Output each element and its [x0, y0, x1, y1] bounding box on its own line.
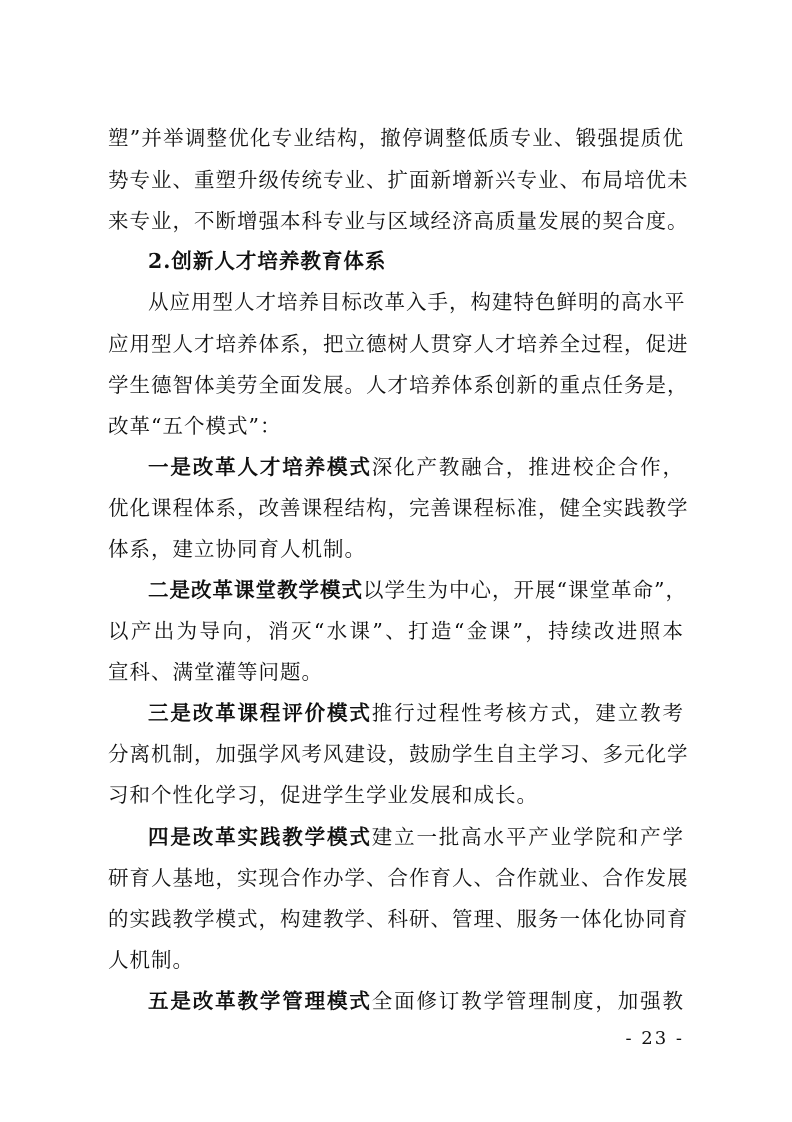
paragraph-line: 势专业、重塑升级传统专业、扩面新增新兴专业、布局培优未 [108, 168, 689, 192]
paragraph-text: 深化产教融合，推进校企合作， [371, 455, 685, 479]
paragraph-line: 体系，建立协同育人机制。 [108, 537, 366, 561]
paragraph-line [148, 989, 684, 1013]
paragraph-line: 塑”并举调整优化专业结构，撤停调整低质专业、锻强提质优 [108, 126, 684, 150]
paragraph-line: 改革“五个模式”： [108, 414, 282, 438]
paragraph-text: 全面修订教学管理制度，加强教 [371, 989, 685, 1013]
paragraph-line: 来专业，不断增强本科专业与区域经济高质量发展的契合度。 [108, 209, 689, 233]
section-heading: 2.创新人才培养教育体系 [148, 249, 387, 273]
paragraph-line: 分离机制，加强学风考风建设，鼓励学生自主学习、多元化学 [108, 742, 689, 766]
paragraph-line: 应用型人才培养体系，把立德树人贯穿人才培养全过程，促进 [108, 332, 689, 356]
paragraph-line: 优化课程体系，改善课程结构，完善课程标准，健全实践教学 [108, 496, 689, 520]
paragraph-lead: 一是改革人才培养模式 [148, 455, 372, 479]
paragraph-line: 从应用型人才培养目标改革入手，构建特色鲜明的高水平 [148, 290, 686, 314]
paragraph-text: 以学生为中心，开展“课堂革命”， [363, 578, 687, 602]
paragraph-text: 建立一批高水平产业学院和产学 [371, 825, 685, 849]
paragraph-lead: 二是改革课堂教学模式 [148, 578, 363, 602]
paragraph-line [148, 455, 684, 479]
paragraph-line: 的实践教学模式，构建教学、科研、管理、服务一体化协同育 [108, 907, 689, 931]
paragraph-line: 人机制。 [108, 948, 194, 972]
paragraph-line [148, 578, 687, 602]
paragraph-lead: 四是改革实践教学模式 [148, 825, 372, 849]
paragraph-line: 研育人基地，实现合作办学、合作育人、合作就业、合作发展 [108, 866, 689, 890]
paragraph-lead: 五是改革教学管理模式 [148, 989, 372, 1013]
paragraph-line [148, 701, 684, 725]
paragraph-line: 学生德智体美劳全面发展。人才培养体系创新的重点任务是， [108, 373, 689, 397]
paragraph-text: 推行过程性考核方式，建立教考 [371, 701, 685, 725]
paragraph-line: 以产出为导向，消灭“水课”、打造“金课”，持续改进照本 [108, 619, 684, 643]
paragraph-line [148, 825, 684, 849]
page-number: - 23 - [625, 1028, 684, 1049]
paragraph-lead: 三是改革课程评价模式 [148, 701, 372, 725]
paragraph-line: 宣科、满堂灌等问题。 [108, 660, 323, 684]
paragraph-line: 习和个性化学习，促进学生学业发展和成长。 [108, 783, 538, 807]
